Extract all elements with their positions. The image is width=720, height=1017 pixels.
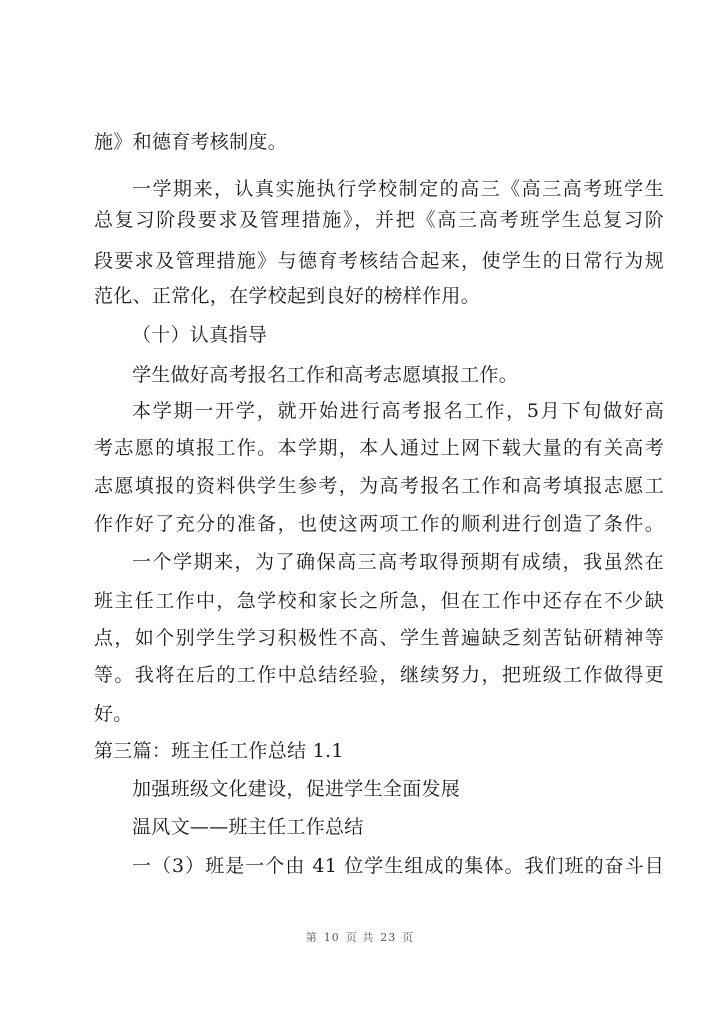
paragraph-line: 学生做好高考报名工作和高考志愿填报工作。 (132, 364, 519, 386)
paragraph-line: 点，如个别学生学习积极性不高、学生普遍缺乏刻苦钻研精神等 (94, 627, 664, 649)
paragraph-line: 一学期来，认真实施执行学校制定的高三《高三高考班学生 (132, 178, 664, 200)
paragraph-line: 考志愿的填报工作。本学期，本人通过上网下载大量的有关高考 (94, 437, 664, 459)
footer-suffix: 页 (402, 931, 415, 944)
page-footer (0, 931, 720, 945)
text-line: 施》和德育考核制度。 (94, 131, 288, 153)
paragraph-line: 一（3）班是一个由 41 位学生组成的集体。我们班的奋斗目 (132, 855, 664, 877)
article-title: 加强班级文化建设，促进学生全面发展 (132, 778, 461, 800)
paragraph-line: 志愿填报的资料供学生参考，为高考报名工作和高考填报志愿工 (94, 475, 664, 497)
paragraph-line: 好。 (94, 703, 133, 725)
paragraph-line: 作作好了充分的准备，也使这两项工作的顺利进行创造了条件。 (94, 513, 664, 535)
section-title: 第三篇：班主任工作总结 1.1 (94, 740, 344, 762)
footer-prefix: 第 (305, 931, 318, 944)
footer-middle: 页 共 (345, 931, 375, 944)
total-pages-number: 23 (380, 931, 397, 944)
paragraph-line: 总复习阶段要求及管理措施》，并把《高三高考班学生总复习阶 (94, 209, 664, 231)
paragraph-line: 一个学期来，为了确保高三高考取得预期有成绩，我虽然在 (132, 551, 664, 573)
paragraph-line: 范化、正常化，在学校起到良好的榜样作用。 (94, 285, 481, 307)
current-page-number: 10 (323, 931, 340, 944)
article-byline: 温风文——班主任工作总结 (132, 816, 364, 838)
paragraph-line: 班主任工作中，急学校和家长之所急，但在工作中还存在不少缺 (94, 590, 664, 612)
paragraph-line: 本学期一开学，就开始进行高考报名工作，5月下旬做好高 (132, 400, 664, 422)
paragraph-line: 段要求及管理措施》与德育考核结合起来，使学生的日常行为规 (94, 250, 664, 272)
section-heading: （十）认真指导 (132, 324, 268, 346)
paragraph-line: 等。我将在后的工作中总结经验，继续努力，把班级工作做得更 (94, 664, 664, 686)
